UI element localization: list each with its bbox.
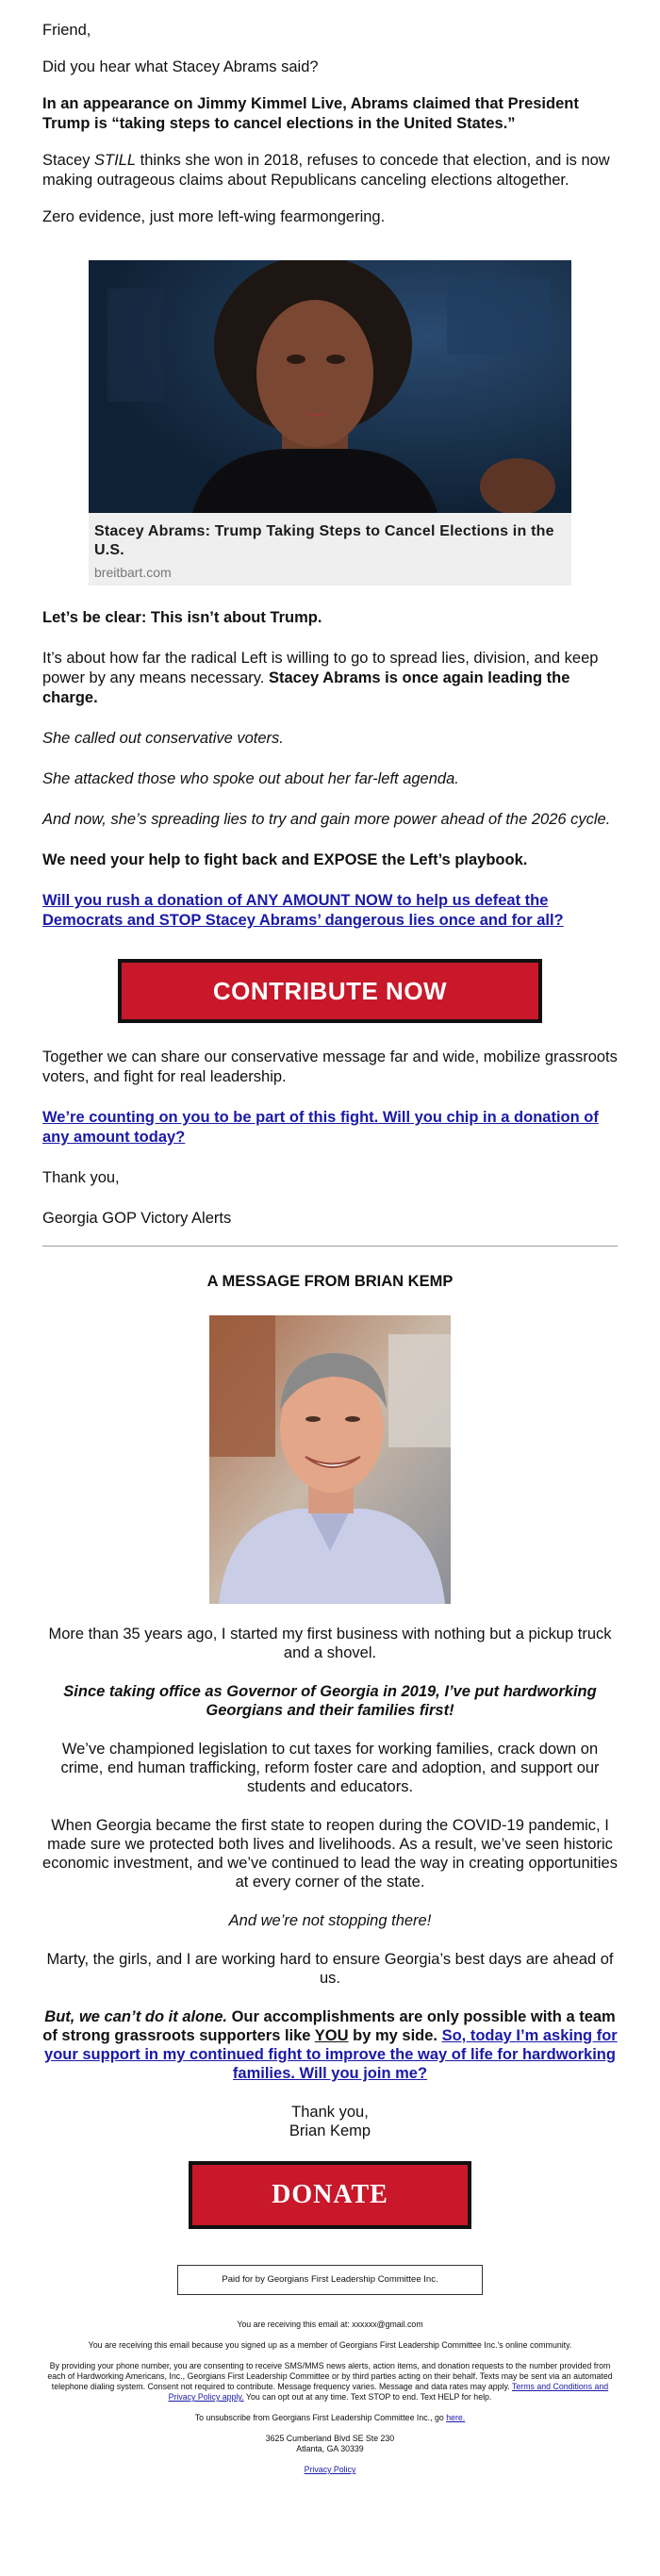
article-card-body <box>89 513 571 586</box>
kemp-paragraph-not-stopping: And we’re not stopping there! <box>228 1912 432 1929</box>
paragraph-spreading-lies: And now, she’s spreading lies to try and gain more power ahead of the 2026 cycle. <box>42 811 611 828</box>
paragraph-zero-evidence: Zero evidence, just more left-wing fearmongering. <box>42 208 386 225</box>
terms-privacy-link[interactable]: Terms and Conditions and Privacy Policy apply. <box>168 2382 609 2402</box>
paragraph-still: Stacey STILL thinks she won in 2018, refuses to concede that election, and is now making outrageous claims about Republicans canceling elections altogether. <box>42 152 610 189</box>
section-divider <box>42 1246 618 1247</box>
privacy-policy-link[interactable]: Privacy Policy <box>304 2465 356 2474</box>
footer-unsubscribe: To unsubscribe from Georgians First Leadership Committee Inc., go here. <box>194 2413 466 2422</box>
paragraph-intro: Did you hear what Stacey Abrams said? <box>42 58 319 75</box>
kemp-paragraph-governor: Since taking office as Governor of Georgia in 2019, I’ve put hardworking Georgians and their families first! <box>63 1683 597 1719</box>
paragraph-be-clear: Let’s be clear: This isn’t about Trump. <box>42 609 322 626</box>
kemp-thank-you: Thank you, <box>291 2104 369 2121</box>
kemp-message <box>42 1272 618 2229</box>
paragraph-need-help: We need your help to fight back and EXPOSE the Left’s playbook. <box>42 851 528 868</box>
kemp-support-link[interactable]: So, today I’m asking for your support in my continued fight to improve the way of life for hardworking families. Will you join me? <box>44 2027 618 2082</box>
paragraph-together: Together we can share our conservative message far and wide, mobilize grassroots voters, and fight for real leadership. <box>42 1049 618 1085</box>
paragraph-kimmel: In an appearance on Jimmy Kimmel Live, Abrams claimed that President Trump is “taking steps to cancel elections in the United States.” <box>42 95 579 132</box>
footer-signed-up: You are receiving this email because you signed up as a member of Georgians First Leadership Committee Inc.'s online community. <box>88 2340 572 2350</box>
kemp-paragraph-legislation: We’ve championed legislation to cut taxes for working families, crack down on crime, end human trafficking, reform foster care and adoption, and support our students and educators. <box>60 1741 600 1795</box>
article-title[interactable]: Stacey Abrams: Trump Taking Steps to Cancel Elections in the U.S. <box>94 523 554 558</box>
kemp-name: Brian Kemp <box>289 2122 371 2139</box>
donation-link-any-amount[interactable]: Will you rush a donation of ANY AMOUNT NOW to help us defeat the Democrats and STOP Stacey Abrams’ dangerous lies once and for all? <box>42 892 564 929</box>
kemp-photo-frame <box>209 1315 451 1604</box>
kemp-paragraph-covid: When Georgia became the first state to reopen during the COVID-19 pandemic, I made sure we protected both lives and livelihoods. As a result, we’ve seen historic economic investment, and we’ve continued to lead the way in creating opportunities at every corner of the state. <box>42 1817 618 1891</box>
kemp-paragraph-business: More than 35 years ago, I started my first business with nothing but a pickup truck and a shovel. <box>48 1626 612 1661</box>
footer-address-line1: 3625 Cumberland Blvd SE Ste 230 <box>265 2434 395 2443</box>
article-source: breitbart.com <box>94 565 172 580</box>
footer-address-line2: Atlanta, GA 30339 <box>296 2444 364 2453</box>
paid-for-by-box: Paid for by Georgians First Leadership Committee Inc. <box>177 2265 483 2295</box>
donate-button[interactable]: DONATE <box>189 2161 471 2229</box>
signoff: Georgia GOP Victory Alerts <box>42 1210 232 1227</box>
paragraph-attacked: She attacked those who spoke out about her far-left agenda. <box>42 770 459 787</box>
paragraph-called-out: She called out conservative voters. <box>42 730 284 747</box>
greeting: Friend, <box>42 22 91 39</box>
email-body <box>42 0 618 2475</box>
article-card[interactable] <box>89 260 571 586</box>
thank-you: Thank you, <box>42 1169 120 1186</box>
stacey-abrams-photo <box>89 260 571 513</box>
kemp-paragraph-best-days: Marty, the girls, and I are working hard to ensure Georgia’s best days are ahead of us. <box>46 1951 614 1987</box>
footer-receiving: You are receiving this email at: xxxxxx@gmail.com <box>237 2320 423 2329</box>
brian-kemp-photo <box>209 1315 451 1604</box>
unsubscribe-link[interactable]: here. <box>446 2413 466 2422</box>
kemp-heading: A MESSAGE FROM BRIAN KEMP <box>206 1273 454 1290</box>
paragraph-radical-left: It’s about how far the radical Left is willing to go to spread lies, division, and keep power by any means necessary. Stacey Abrams is once again leading the charge. <box>42 650 599 706</box>
footer-consent: By providing your phone number, you are consenting to receive SMS/MMS news alerts, action items, and donation requests to the number provided from each of Hardworking Americans, Inc., Georgians First Leadership Committee or by third parties acting on their behalf. Texts may be sent via an automated telephone dialing system. Consent not required to contribute. Message frequency varies. Message and data rates may apply. Terms and Conditions and Privacy Policy apply. You can opt out at any time. Text STOP to end. Text HELP for help. <box>47 2361 613 2402</box>
contribute-now-button[interactable]: CONTRIBUTE NOW <box>118 959 542 1023</box>
article-image <box>89 260 571 513</box>
email-footer <box>42 2320 618 2475</box>
donation-link-chip-in[interactable]: We’re counting on you to be part of this fight. Will you chip in a donation of any amount today? <box>42 1109 599 1146</box>
kemp-paragraph-ask: But, we can’t do it alone. Our accomplishments are only possible with a team of strong grassroots supporters like YOU by my side. So, today I’m asking for your support in my continued fight to improve the way of life for hardworking families. Will you join me? <box>42 2008 618 2082</box>
